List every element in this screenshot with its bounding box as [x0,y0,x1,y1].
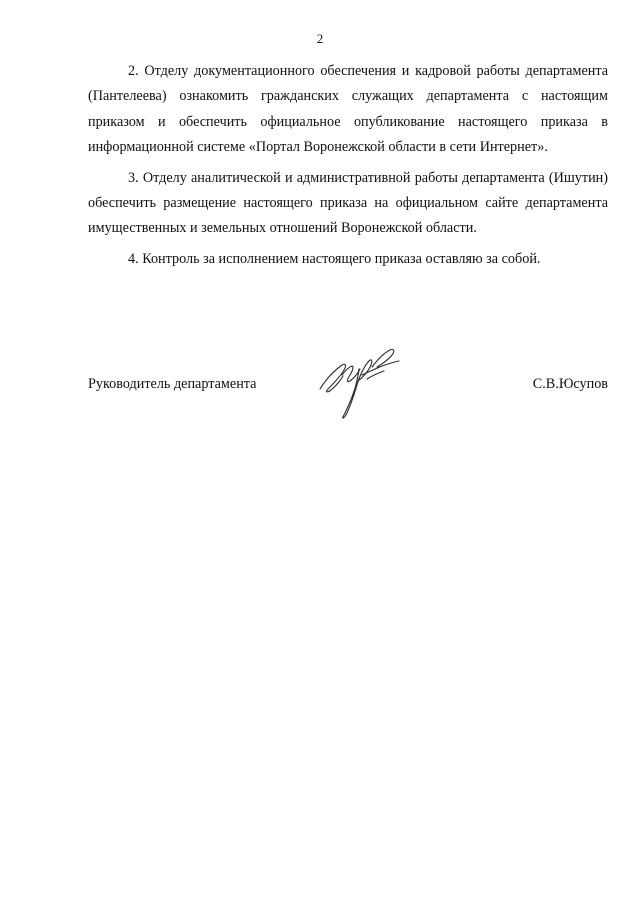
signature-block [88,374,608,394]
signatory-name: С.В.Юсупов [532,376,608,392]
page-number: 2 [316,31,324,46]
paragraph-4: 4. Контроль за исполнением настоящего приказа оставляю за собой. [128,250,541,267]
signatory-position: Руководитель департамента [88,376,257,392]
paragraph-3: 3. Отделу аналитической и административной работы департамента (Ишутин) обеспечить размещение настоящего приказа на официальном сайте департамента имущественных и земельных отношений Воронежской области. [88,169,608,237]
paragraph-2: 2. Отделу документационного обеспечения и кадровой работы департамента (Пантелеева) ознакомить гражданских служащих департамента с настоящим приказом и обеспечить официальное опубликование настоящего приказа в информационной системе «Портал Воронежской области в сети Интернет». [88,63,608,156]
document-body [88,59,608,277]
